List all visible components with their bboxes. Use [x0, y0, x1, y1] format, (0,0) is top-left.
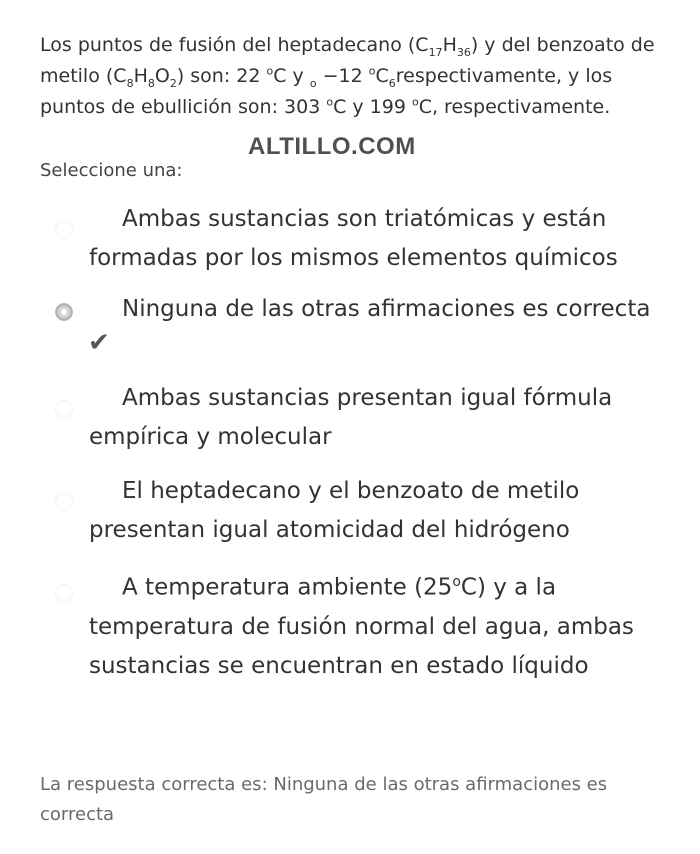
question-fragment: Los puntos de fusión del heptadecano (C: [40, 34, 429, 56]
question-fragment: O: [154, 65, 170, 87]
option-label: Ambas sustancias son triatómicas y están formadas por los mismos elementos químicos: [89, 206, 618, 271]
radio-button-selected[interactable]: [55, 303, 73, 321]
question-text: [40, 30, 680, 123]
question-fragment: C, respectivamente.: [418, 96, 611, 118]
correct-answer-feedback: La respuesta correcta es: Ninguna de las otras afirmaciones es correcta: [40, 774, 608, 825]
option-label: Ambas sustancias presentan igual fórmula empírica y molecular: [89, 385, 613, 450]
question-fragment: C y: [273, 65, 310, 87]
degree-superscript: o: [326, 95, 334, 109]
subscript: 36: [456, 45, 471, 59]
option-label: El heptadecano y el benzoato de metilo presentan igual atomicidad del hidrógeno: [89, 478, 580, 543]
question-fragment: C: [375, 65, 389, 87]
subscript: 17: [428, 45, 443, 59]
question-fragment: ) son: 22: [176, 65, 267, 87]
watermark: ALTILLO.COM: [248, 133, 416, 160]
question-fragment: −12: [316, 65, 369, 87]
degree-superscript: o: [368, 64, 376, 78]
subscript: o: [309, 76, 317, 90]
select-prompt: Seleccione una:: [40, 160, 183, 181]
question-fragment: H: [442, 34, 457, 56]
option-label: Ninguna de las otras afirmaciones es correcta: [122, 296, 651, 322]
degree-superscript: o: [452, 574, 461, 590]
radio-button[interactable]: [55, 493, 73, 511]
checkmark-icon: ✔: [88, 328, 110, 358]
option-label: [89, 563, 669, 686]
subscript: 2: [169, 76, 177, 90]
degree-superscript: o: [266, 64, 274, 78]
question-fragment: C y 199: [333, 96, 412, 118]
question-fragment: respectivamente, y los puntos de ebullición son: 303: [40, 65, 613, 118]
radio-button[interactable]: [55, 584, 73, 602]
subscript: 8: [147, 76, 155, 90]
option-fragment: A temperatura ambiente (25: [122, 574, 453, 601]
radio-button[interactable]: [55, 400, 73, 418]
option-fragment: C) y a la temperatura de fusión normal del agua, ambas sustancias se encuentran en estado líquido: [89, 574, 634, 679]
degree-superscript: o: [411, 95, 419, 109]
question-fragment: ) y del benzoato de metilo (C: [40, 34, 655, 87]
subscript: 6: [388, 76, 396, 90]
radio-button[interactable]: [55, 221, 73, 239]
question-fragment: H: [133, 65, 148, 87]
subscript: 8: [126, 76, 134, 90]
